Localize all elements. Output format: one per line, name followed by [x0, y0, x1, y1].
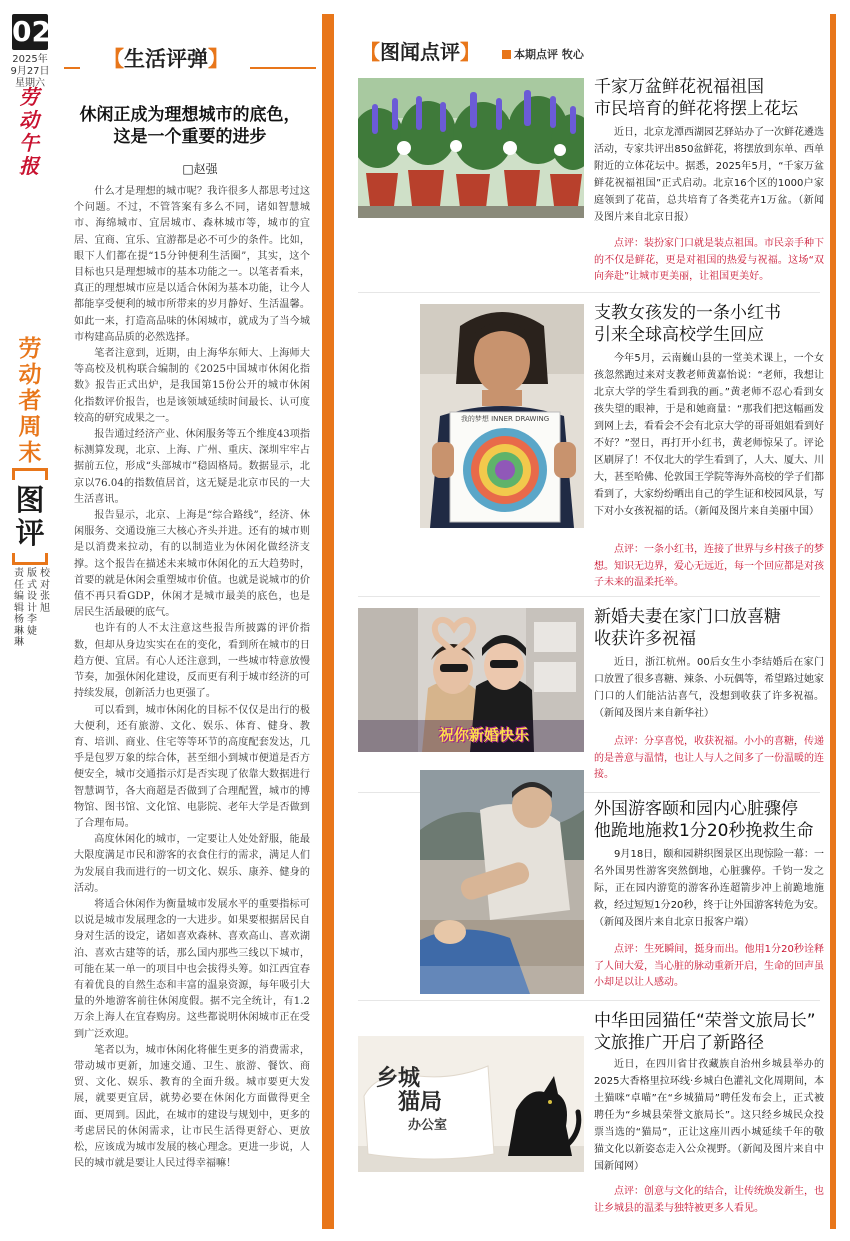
story-comment-text: 点评：生死瞬间，挺身而出。他用1分20秒诠释了人间大爱，当心脏的脉动重新开启，生命的回声虽小却足以让人感动。 — [594, 944, 824, 988]
story-comment — [594, 734, 824, 784]
story-title-line1: 外国游客颐和园内心脏骤停 — [594, 799, 798, 819]
story-comment-text: 点评：一条小红书，连接了世界与乡村孩子的梦想。知识无边界，爱心无远近，每一个回应都是对孩子未来的温柔托举。 — [594, 544, 824, 588]
article-title-line1: 休闲正成为理想城市的底色， — [79, 105, 301, 125]
story-title — [594, 76, 826, 120]
story-title-line1: 支教女孩发的一条小红书 — [594, 303, 781, 323]
story-title — [594, 606, 826, 650]
section-header-news: 【图闻点评】 — [360, 40, 480, 64]
newspaper-logo: 劳动午报 — [19, 85, 39, 178]
article-body — [74, 184, 310, 1214]
story-separator — [358, 596, 820, 597]
section-header-opinion-label: 生活评弹 — [124, 47, 208, 71]
story-body-text: 今年5月，云南巍山县的一堂美术课上，一个女孩忽然跑过来对支教老师黄嘉怡说：“老师，我想让北京大学的学生看到我的画。”黄老师不忍心看到女孩失望的眼神，于是和她商量：“那我们把这幅画发到网上去，看看会不会有北京大学的哥哥姐姐看到好不好？”翌日，再打开小红书，黄老师惊呆了。评论区刷屏了！不仅北大的学生看到了，人大、厦大、川大，甚至哈佛、伦敦国王学院等海外高校的学子们都看到了，大家纷纷晒出自己的学生证和校园风景，写下对小女孩祝福的话。（新闻及图片来自美丽中国） — [594, 353, 824, 517]
photo-cpr-rescue — [420, 770, 584, 994]
story-title-line1: 新婚夫妻在家门口放喜糖 — [594, 607, 781, 627]
cat-sign-line1: 乡城 — [376, 1065, 421, 1091]
story-title-line1: 中华田园猫任“荣誉文旅局长” — [594, 1011, 816, 1031]
article-author: □赵强 — [182, 162, 218, 176]
story-body-text: 近日，浙江杭州。00后女生小李结婚后在家门口放置了很多喜糖、辣条、小玩偶等，希望路过她家门口的人们能沾沾喜气，没想到收获了许多祝福。（新闻及图片来自新华社） — [594, 657, 824, 719]
article-paragraph: 笔者以为，城市休闲化将催生更多的消费需求，带动城市更新，加速交通、卫生、旅游、餐饮、商贸、文化、娱乐、教育的全面升级。城市要更大发展，就要更宜居，就势必要在休闲化方面做得更全面、更周到。因此，在城市的建设与规划中，更多的考虑居民的休闲需求，让市民生活得更舒心、更放松，应该成为城市发展的核心理念。更进一步说，人民的城市就是要让人民过得幸福嘛！ — [74, 1044, 310, 1170]
article-paragraph: 高度休闲化的城市，一定要让人处处舒服，能最大限度满足市民和游客的衣食住行的需求，满足人们为发展自我而进行的一切文化、娱乐、康养、健身的活动。 — [74, 834, 310, 894]
story-comment — [594, 1184, 824, 1217]
article-paragraph: 可以看到，城市休闲化的目标不仅仅是出行的极大便利，还有旅游、文化、娱乐、体育、健身、教育、培训、商业、住宅等等环节的高度配套发达，几乎是包罗万象的综合体，甚至细小到城市便道是否方便安全，城市交通指示灯是否实现了依靠大数据进行智慧调节，各大商超是否做到了合理配置，城市的博物馆、图书馆、文化馆、电影院、老年大学是否做到了合理布局。 — [74, 704, 310, 829]
section-bracket-bottom — [12, 553, 48, 565]
story-body-text: 近日，北京龙潭西湖园艺驿站办了一次鲜花遴选活动，专家共评出850盆鲜花，将摆放到东单、西单附近的立体花坛中。据悉，2025年5月，“千家万盆鲜花祝福祖国”正式启动。北京16个区的1000户家庭领到了花苗，总共培育了各类花卉1万盆。（新闻及图片来自北京日报） — [594, 127, 824, 223]
photo-newlyweds — [358, 608, 584, 752]
story-separator — [358, 1000, 820, 1001]
article-paragraph: 什么才是理想的城市呢？我许很多人都思考过这个问题。不过，不管答案有多么不同，诸如智慧城市、海绵城市、宜居城市、森林城市等，城市的宜居、宜商、宜乐、宜游都是必不可少的条件。比如，眼下人们都在提“15分钟便利生活圈”，其实，这个目标也只是理想城市的基本功能之一。以笔者看来，真正的理想城市应是以适合休闲为基本功能，让今人都能享受便利的城市所带来的岁月静好、生活温馨。如此一来，打造高品味的休闲城市，就成为了当今城市构建高品质的必然选择。 — [74, 186, 310, 343]
story-comment-text: 点评：分享喜悦，收获祝福。小小的喜糖，传递的是善意与温情，也让人与人之间多了一份温暖的连接。 — [594, 736, 824, 780]
section-header-opinion: 【生活评弹】 — [103, 47, 229, 71]
story-body — [594, 1056, 824, 1175]
story-title-line2: 引来全球高校学生回应 — [594, 325, 764, 345]
article-paragraph: 也许有的人不太注意这些报告所披露的评价指数，但却从身边实实在在的变化，看到所在城市的日趋方便、宜居。有心人还注意到，一些城市特意放慢节奏，加强休闲化建设，反而更有利于城市经济的可持续发展，创新活力也更强了。 — [74, 623, 310, 700]
staff-designer: 版式设计 李婕 — [27, 568, 37, 637]
story-title-line2: 文旅推广开启了新路径 — [594, 1033, 764, 1053]
story-body — [594, 350, 824, 520]
column-divider — [322, 14, 334, 1229]
cat-sign-line3: 办公室 — [408, 1118, 448, 1133]
story-title-line2: 他跪地施救1分20秒挽救生命 — [594, 821, 814, 841]
story-title — [594, 798, 826, 842]
commentator-credit — [502, 46, 584, 62]
photo-overlay-text: 祝你新婚快乐 — [438, 726, 529, 744]
story-comment — [594, 542, 824, 592]
drawing-caption: 我的梦想 INNER DRAWING — [460, 415, 550, 423]
story-body — [594, 846, 824, 931]
story-comment — [594, 942, 824, 992]
issue-day: 9月27日 — [10, 66, 50, 77]
article-paragraph: 报告显示，北京、上海是“综合路线”，经济、休闲服务、交通设施三大核心齐头并进。还有的城市则是以消费来拉动，有的以制造业为休闲化做经济支撑。这个报告在描述未来城市休闲化的五大趋势时，首要的就是休闲会重塑城市价值。也就是说城市的价值不再只看GDP，休闲才是城市最美的底色，也是居民生活最硬的底气。 — [74, 510, 310, 619]
left-rail — [0, 0, 56, 1241]
commentator-credit-text: 本期点评 牧心 — [514, 48, 584, 61]
article-paragraph: 笔者注意到，近期，由上海华东师大、上海师大等高校及机构联合编制的《2025中国城市休闲化指数》报告正式出炉，是我国第15份公开的城市休闲化指数评价报告，也是该领域延续时间最长、认可度较高的研究成果之一。 — [74, 348, 310, 424]
photo-girl-drawing — [420, 304, 584, 528]
cat-bureau-sign — [376, 1066, 486, 1133]
article-title-line2: 这是一个重要的进步 — [113, 127, 267, 147]
story-title-line2: 收获许多祝福 — [594, 629, 696, 649]
story-body-text: 9月18日，颐和园耕织图景区出现惊险一幕：一名外国男性游客突然倒地，心脏骤停。千钧一发之际，正在园内游览的游客孙连超箭步冲上前跪地施救，经过短短1分20秒，终于让外国游客转危为安。（新闻及图片来自北京日报客户端） — [594, 849, 824, 928]
story-title — [594, 1010, 826, 1054]
story-comment-text: 点评：装扮家门口就是装点祖国。市民亲手种下的不仅是鲜花，更是对祖国的热爱与祝福。这场“双向奔赴”让城市更美丽，让祖国更美好。 — [594, 238, 824, 282]
issue-weekday: 星期六 — [15, 78, 45, 89]
article-paragraph: 报告通过经济产业、休闲服务等五个维度43项指标测算发现，北京、上海、广州、重庆、深圳牢牢占据前五位，形成“头部城市”稳固格局。数据显示，北京以76.04的指数值居首，这无疑是北京市民的一大生活喜讯。 — [74, 429, 310, 505]
section-name: 图评 — [15, 483, 45, 550]
cat-sign-line2: 猫局 — [398, 1089, 443, 1115]
story-comment-text: 点评：创意与文化的结合，让传统焕发新生，也让乡城县的温柔与独特被更多人看见。 — [594, 1186, 824, 1214]
story-body-text: 近日，在四川省甘孜藏族自治州乡城县举办的2025大香格里拉环线·乡城白色灌礼文化周期间，本土猫咪“卓喵”在“乡城猫局”聘任发布会上，正式被聘任为“乡城县荣誉文旅局长”。这只经乡城民众投票当选的“猫局”，正让这座川西小城延续千年的敬猫文化以新姿态走入公众视野。（新闻及图片来自中国新闻网） — [594, 1059, 824, 1172]
story-title-line2: 市民培育的鲜花将摆上花坛 — [594, 99, 798, 119]
story-title-line1: 千家万盆鲜花祝福祖国 — [594, 77, 764, 97]
right-edge-rule — [830, 14, 836, 1229]
page-number: 02 — [12, 15, 51, 48]
section-header-news-label: 图闻点评 — [380, 40, 460, 64]
article-paragraph: 将适合休闲作为衡量城市发展水平的重要指标可以说是城市发展理念的一大进步。如果要根据居民自身对生活的设定，诸如喜欢森林、喜欢高山、喜欢湖泊、喜欢古建等的话，那么国内那些三线以下城市，可能在某一单一的项目中也会拔得头筹。如江西宜春有着优良的自然生态和丰富的温泉资源，每年吸引大量的外地游客前往休闲度假。据不完全统计，有1.2万余上海人在宜春购房。这些都说明休闲城市正在受到广泛欢迎。 — [74, 898, 310, 1040]
story-body — [594, 654, 824, 722]
issue-year: 2025年 — [12, 54, 48, 65]
photo-cat-bureau — [358, 1036, 584, 1172]
header-rule-right — [250, 67, 316, 69]
story-separator — [358, 292, 820, 293]
staff-editor: 责任编辑 杨琳琳 — [14, 568, 24, 648]
photo-flowers — [358, 78, 584, 218]
staff-proofreader: 校对 张旭 — [40, 568, 50, 614]
section-bracket-top — [12, 468, 48, 480]
story-comment — [594, 236, 824, 286]
article-title — [70, 104, 310, 148]
staff-credits — [14, 568, 54, 658]
column-name: 劳动者周末 — [18, 336, 42, 466]
story-body — [594, 124, 824, 226]
story-title — [594, 302, 826, 346]
